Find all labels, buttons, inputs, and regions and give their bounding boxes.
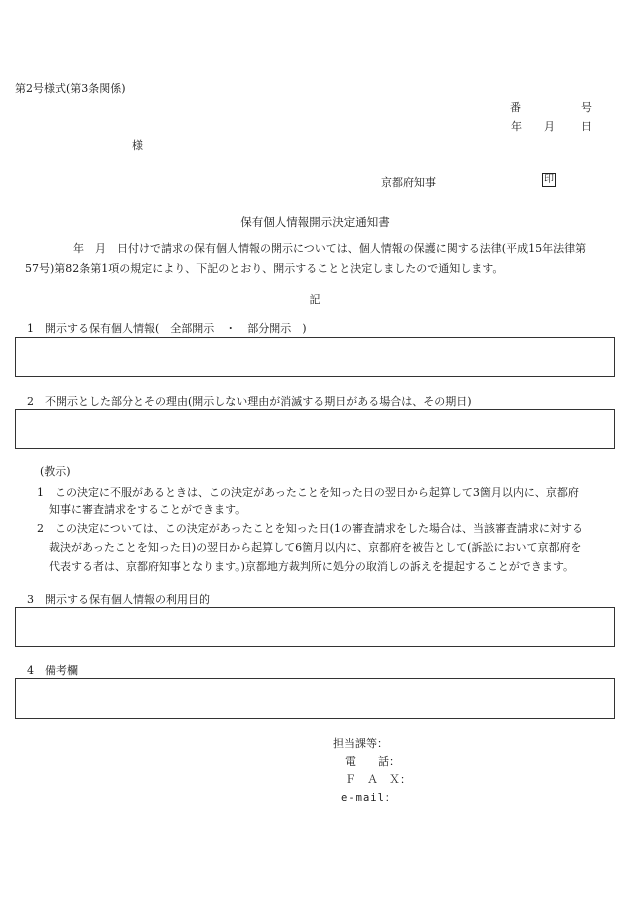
date-year: 年 — [511, 120, 522, 133]
contact-email: e-mail： — [341, 792, 397, 804]
contact-department: 担当課等： — [333, 737, 388, 750]
date-day: 日 — [581, 120, 592, 133]
notice-item-1-line-2: 知事に審査請求をすることができます。 — [49, 503, 247, 516]
notice-item-1-line-1: 1 この決定に不服があるときは、この決定があったことを知った日の翌日から起算して3箇月以内に、京都府 — [37, 486, 579, 499]
section-1-heading: 1 開示する保有個人情報( 全部開示 ・ 部分開示 ) — [27, 322, 307, 335]
section-4-heading: 4 備考欄 — [27, 664, 78, 677]
section-2-heading: 2 不開示とした部分とその理由(開示しない理由が消滅する期日がある場合は、その期日) — [27, 395, 472, 408]
ki-marker: 記 — [309, 293, 321, 306]
addressee-suffix: 様 — [132, 139, 143, 152]
document-title: 保有個人情報開示決定通知書 — [240, 215, 390, 229]
form-label: 第2号様式(第3条関係) — [15, 82, 126, 95]
seal-mark: 印 — [544, 174, 554, 185]
date-month: 月 — [544, 120, 555, 133]
contact-phone: 電 話： — [345, 755, 400, 768]
intro-line-1: 年 月 日付けで請求の保有個人情報の開示については、個人情報の保護に関する法律(平成15年法律第 — [73, 242, 587, 255]
sender-name: 京都府知事 — [381, 176, 436, 189]
contact-fax: Ｆ Ａ Ｘ： — [345, 773, 411, 786]
intro-line-2: 57号)第82条第1項の規定により、下記のとおり、開示することと決定しましたので通知します。 — [25, 262, 504, 275]
document-number-suffix: 号 — [581, 101, 592, 114]
notice-item-2-line-1: 2 この決定については、この決定があったことを知った日(1の審査請求をした場合は、当該審査請求に対する — [37, 522, 583, 535]
section-3-box[interactable] — [15, 607, 615, 647]
section-3-heading: 3 開示する保有個人情報の利用目的 — [27, 593, 210, 606]
section-1-box[interactable] — [15, 337, 615, 377]
notice-item-2-line-2: 裁決があったことを知った日)の翌日から起算して6箇月以内に、京都府を被告として(訴訟において京都府を — [49, 541, 582, 554]
document-number-label: 番 — [510, 101, 521, 114]
notice-heading: (教示) — [40, 465, 71, 478]
section-2-box[interactable] — [15, 409, 615, 449]
notice-item-2-line-3: 代表する者は、京都府知事となります。)京都地方裁判所に処分の取消しの訴えを提起することができます。 — [49, 560, 575, 573]
section-4-box[interactable] — [15, 678, 615, 719]
